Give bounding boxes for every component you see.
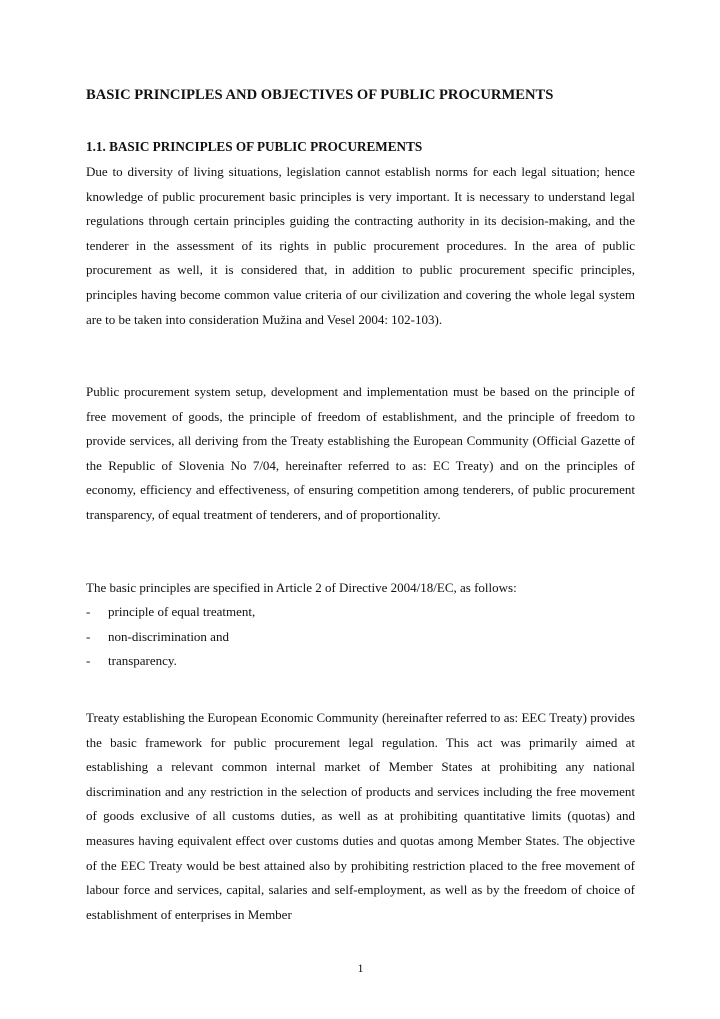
list-item bbox=[86, 600, 635, 625]
list-item bbox=[86, 625, 635, 650]
list-dash: - bbox=[86, 628, 91, 644]
paragraph-eec-treaty: Treaty establishing the European Economic Community (hereinafter referred to as: EEC Treaty) provides the basic framework for public procurement legal regulation. This act was primarily aimed at establishing a relevant common internal market of Member States at prohibiting any national discrimination and any restriction in the selection of products and services including the free movement of goods exclusive of all customs duties, as well as at prohibiting quantitative limits (quotas) and measures having equivalent effect over customs duties and quotas among Member States. The objective of the EEC Treaty would be best attained also by prohibiting restriction placed to the free movement of labour force and services, capital, salaries and self-employment, as well as by the freedom of choice of establishment of enterprises in Member bbox=[86, 710, 635, 922]
section-heading: 1.1. BASIC PRINCIPLES OF PUBLIC PROCUREMENTS bbox=[86, 139, 423, 154]
paragraph-system-setup: Public procurement system setup, development and implementation must be based on the principle of free movement of goods, the principle of freedom of establishment, and the principle of freedom to provide services, all deriving from the Treaty establishing the European Community (Official Gazette of the Republic of Slovenia No 7/04, hereinafter referred to as: EC Treaty) and on the principles of economy, efficiency and effectiveness, of ensuring competition among tenderers, of public procurement transparency, of equal treatment of tenderers, and of proportionality. bbox=[86, 384, 635, 522]
list-item bbox=[86, 649, 635, 674]
list-item-text: transparency. bbox=[108, 653, 177, 669]
document-title: BASIC PRINCIPLES AND OBJECTIVES OF PUBLIC PROCURMENTS bbox=[86, 87, 554, 103]
paragraph-intro: Due to diversity of living situations, legislation cannot establish norms for each legal situation; hence knowledge of public procurement basic principles is very important. It is necessary to understand legal regulations through certain principles guiding the contracting authority in its decision-making, and the tenderer in the assessment of its rights in public procurement procedures. In the area of public procurement as well, it is considered that, in addition to public procurement specific principles, principles having become common value criteria of our civilization and covering the whole legal system are to be taken into consideration Mužina and Vesel 2004: 102-103). bbox=[86, 164, 635, 327]
list-item-text: non-discrimination and bbox=[108, 628, 229, 644]
list-item-text: principle of equal treatment, bbox=[108, 604, 256, 619]
list-dash: - bbox=[86, 653, 91, 669]
list-dash: - bbox=[86, 604, 91, 619]
page-number: 1 bbox=[357, 961, 364, 975]
principles-list bbox=[86, 600, 635, 674]
paragraph-directive: The basic principles are specified in Article 2 of Directive 2004/18/EC, as follows: bbox=[86, 580, 517, 595]
